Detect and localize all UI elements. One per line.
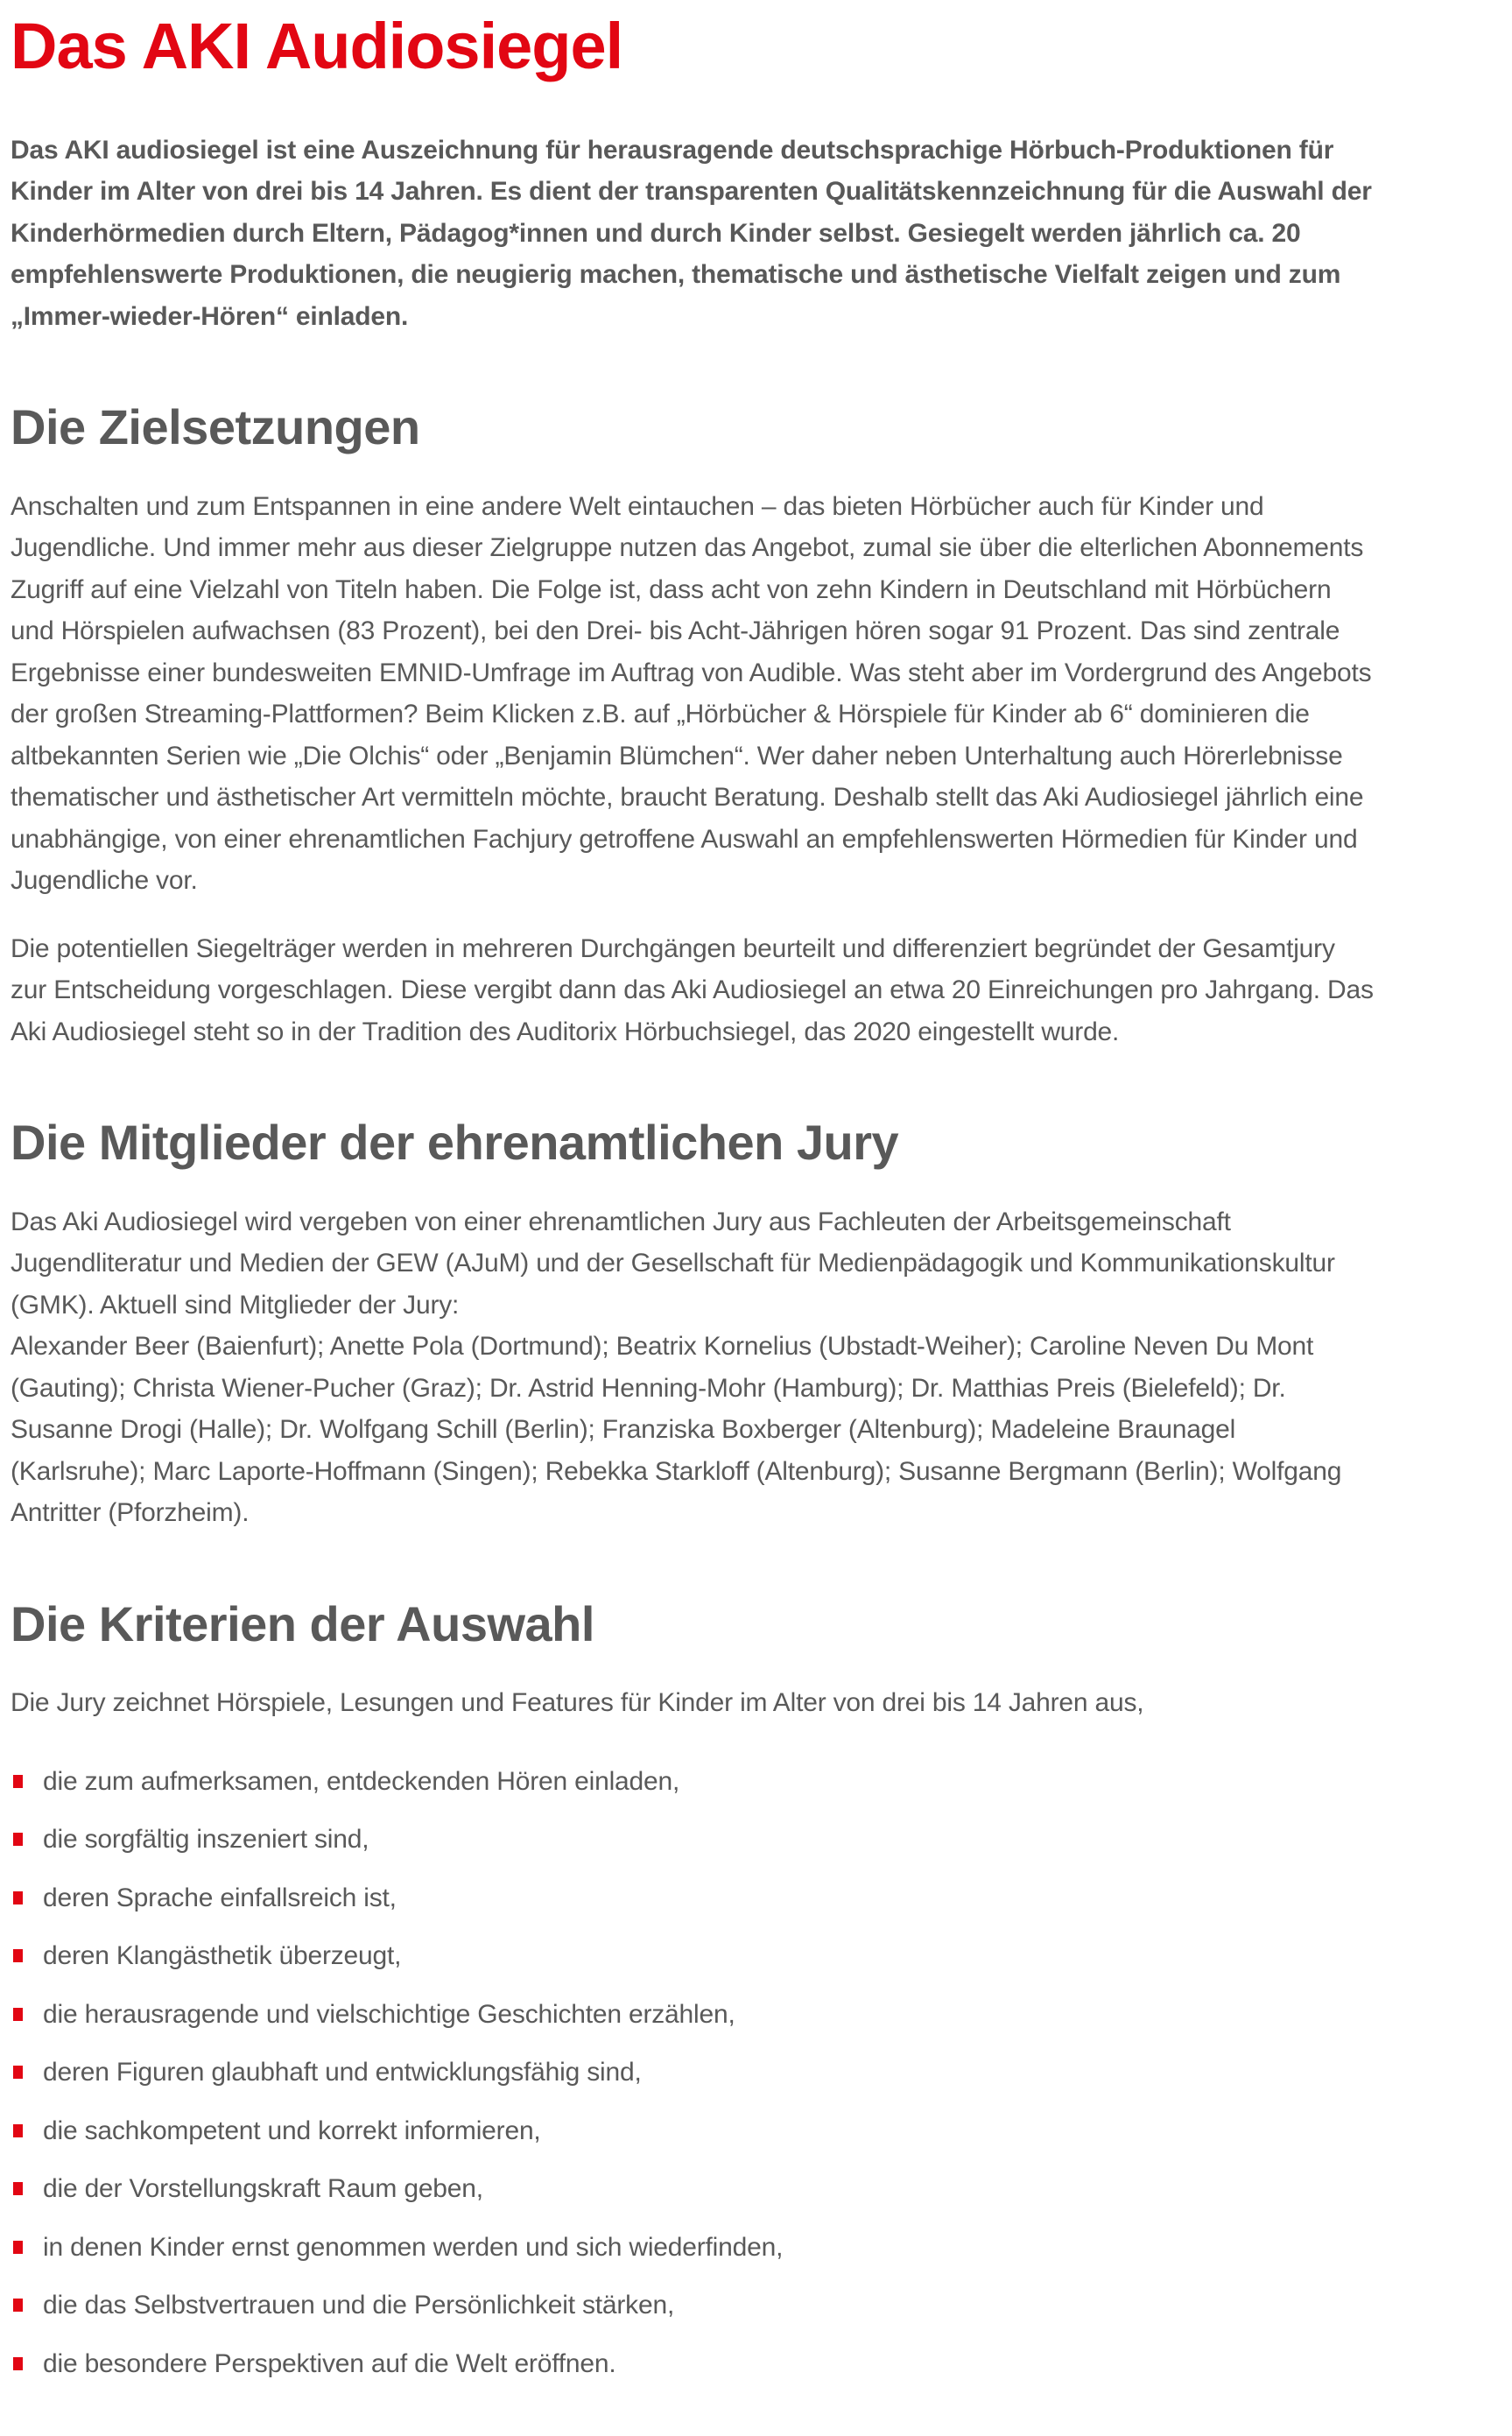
list-item-text: die sachkompetent und korrekt informieren,	[43, 2116, 541, 2145]
list-item	[11, 1819, 1376, 1861]
zielsetzungen-paragraph-2: Die potentiellen Siegelträger werden in mehreren Durchgängen beurteilt und differenziert begründet der Gesamtjury zur Entscheidung vorgeschlagen. Diese vergibt dann das Aki Audiosiegel an etwa 20 Einreichungen pro Jahrgang. Das Aki Audiosiegel steht so in der Tradition des Auditorix Hörbuchsiegel, das 2020 eingestellt wurde.	[11, 933, 1374, 1046]
list-item	[11, 2343, 1376, 2385]
jury-intro-text: Das Aki Audiosiegel wird vergeben von einer ehrenamtlichen Jury aus Fachleuten der Arbeitsgemeinschaft Jugendliteratur und Medien der GEW (AJuM) und der Gesellschaft für Medienpädagogik und Kommunikationskultur (GMK). Aktuell sind Mitglieder der Jury:	[11, 1207, 1335, 1320]
bullet-square-icon	[13, 2066, 23, 2079]
list-item-text: die zum aufmerksamen, entdeckenden Hören einladen,	[43, 1766, 680, 1796]
bullet-square-icon	[13, 1949, 23, 1962]
section-jury	[11, 1116, 1376, 1534]
intro-paragraph: Das AKI audiosiegel ist eine Auszeichnung für herausragende deutschsprachige Hörbuch-Produktionen für Kinder im Alter von drei bis 14 Jahren. Es dient der transparenten Qualitätskennzeichnung für die Auswahl der Kinderhörmedien durch Eltern, Pädagog*innen und durch Kinder selbst. Gesiegelt werden jährlich ca. 20 empfehlenswerte Produktionen, die neugierig machen, thematische und ästhetische Vielfalt zeigen und zum „Immer-wieder-Hören“ einladen.	[11, 135, 1372, 331]
list-item-text: deren Sprache einfallsreich ist,	[43, 1883, 397, 1912]
article-content	[11, 12, 1376, 2384]
list-item-text: deren Klangästhetik überzeugt,	[43, 1941, 402, 1971]
list-item-text: die herausragende und vielschichtige Geschichten erzählen,	[43, 1999, 735, 2029]
page-title: Das AKI Audiosiegel	[11, 10, 623, 82]
list-item-text: die sorgfältig inszeniert sind,	[43, 1825, 369, 1855]
list-item	[11, 2227, 1376, 2269]
jury-paragraph	[11, 1201, 1376, 1534]
zielsetzungen-paragraph-1: Anschalten und zum Entspannen in eine andere Welt eintauchen – das bieten Hörbücher auch für Kinder und Jugendliche. Und immer mehr aus dieser Zielgruppe nutzen das Angebot, zumal sie über die elterlichen Abonnements Zugriff auf eine Vielzahl von Titeln haben. Die Folge ist, dass acht von zehn Kindern in Deutschland mit Hörbüchern und Hörspielen aufwachsen (83 Prozent), bei den Drei- bis Acht-Jährigen hören sogar 91 Prozent. Das sind zentrale Ergebnisse einer bundesweiten EMNID-Umfrage im Auftrag von Audible. Was steht aber im Vordergrund des Angebots der großen Streaming-Plattformen? Beim Klicken z.B. auf „Hörbücher & Hörspiele für Kinder ab 6“ dominieren die altbekannten Serien wie „Die Olchis“ oder „Benjamin Blümchen“. Wer daher neben Unterhaltung auch Hörerlebnisse thematischer und ästhetischer Art vermitteln möchte, braucht Beratung. Deshalb stellt das Aki Audiosiegel jährlich eine unabhängige, von einer ehrenamtlichen Fachjury getroffene Auswahl an empfehlenswerten Hörmedien für Kinder und Jugendliche vor.	[11, 491, 1372, 896]
kriterien-intro: Die Jury zeichnet Hörspiele, Lesungen und Features für Kinder im Alter von drei bis 14 Jahren aus,	[11, 1688, 1144, 1718]
section-heading-jury: Die Mitglieder der ehrenamtlichen Jury	[11, 1115, 899, 1171]
list-item-text: die das Selbstvertrauen und die Persönlichkeit stärken,	[43, 2291, 675, 2320]
section-zielsetzungen	[11, 400, 1376, 1053]
list-item	[11, 2052, 1376, 2094]
list-item	[11, 2110, 1376, 2152]
criteria-list	[11, 1761, 1376, 2385]
list-item	[11, 2285, 1376, 2327]
bullet-square-icon	[13, 1775, 23, 1788]
list-item	[11, 2168, 1376, 2210]
section-kriterien	[11, 1597, 1376, 2385]
list-item	[11, 1877, 1376, 1919]
bullet-square-icon	[13, 2241, 23, 2254]
bullet-square-icon	[13, 2182, 23, 2195]
bullet-square-icon	[13, 2124, 23, 2137]
list-item	[11, 1994, 1376, 2036]
section-heading-zielsetzungen: Die Zielsetzungen	[11, 399, 420, 455]
section-heading-kriterien: Die Kriterien der Auswahl	[11, 1595, 594, 1651]
bullet-square-icon	[13, 1891, 23, 1904]
list-item-text: die besondere Perspektiven auf die Welt eröffnen.	[43, 2348, 616, 2378]
bullet-square-icon	[13, 2008, 23, 2021]
jury-members-text: Alexander Beer (Baienfurt); Anette Pola (Dortmund); Beatrix Kornelius (Ubstadt-Weiher); Caroline Neven Du Mont (Gauting); Christa Wiener-Pucher (Graz); Dr. Astrid Henning-Mohr (Hamburg); Dr. Matthias Preis (Bielefeld); Dr. Susanne Drogi (Halle); Dr. Wolfgang Schill (Berlin); Franziska Boxberger (Altenburg); Madeleine Braunagel (Karlsruhe); Marc Laporte-Hoffmann (Singen); Rebekka Starkloff (Altenburg); Susanne Bergmann (Berlin); Wolfgang Antritter (Pforzheim).	[11, 1332, 1342, 1528]
bullet-square-icon	[13, 1833, 23, 1846]
list-item	[11, 1761, 1376, 1803]
bullet-square-icon	[13, 2357, 23, 2370]
list-item-text: in denen Kinder ernst genommen werden und sich wiederfinden,	[43, 2232, 784, 2262]
list-item	[11, 1935, 1376, 1977]
list-item-text: deren Figuren glaubhaft und entwicklungsfähig sind,	[43, 2058, 642, 2087]
list-item-text: die der Vorstellungskraft Raum geben,	[43, 2174, 483, 2204]
